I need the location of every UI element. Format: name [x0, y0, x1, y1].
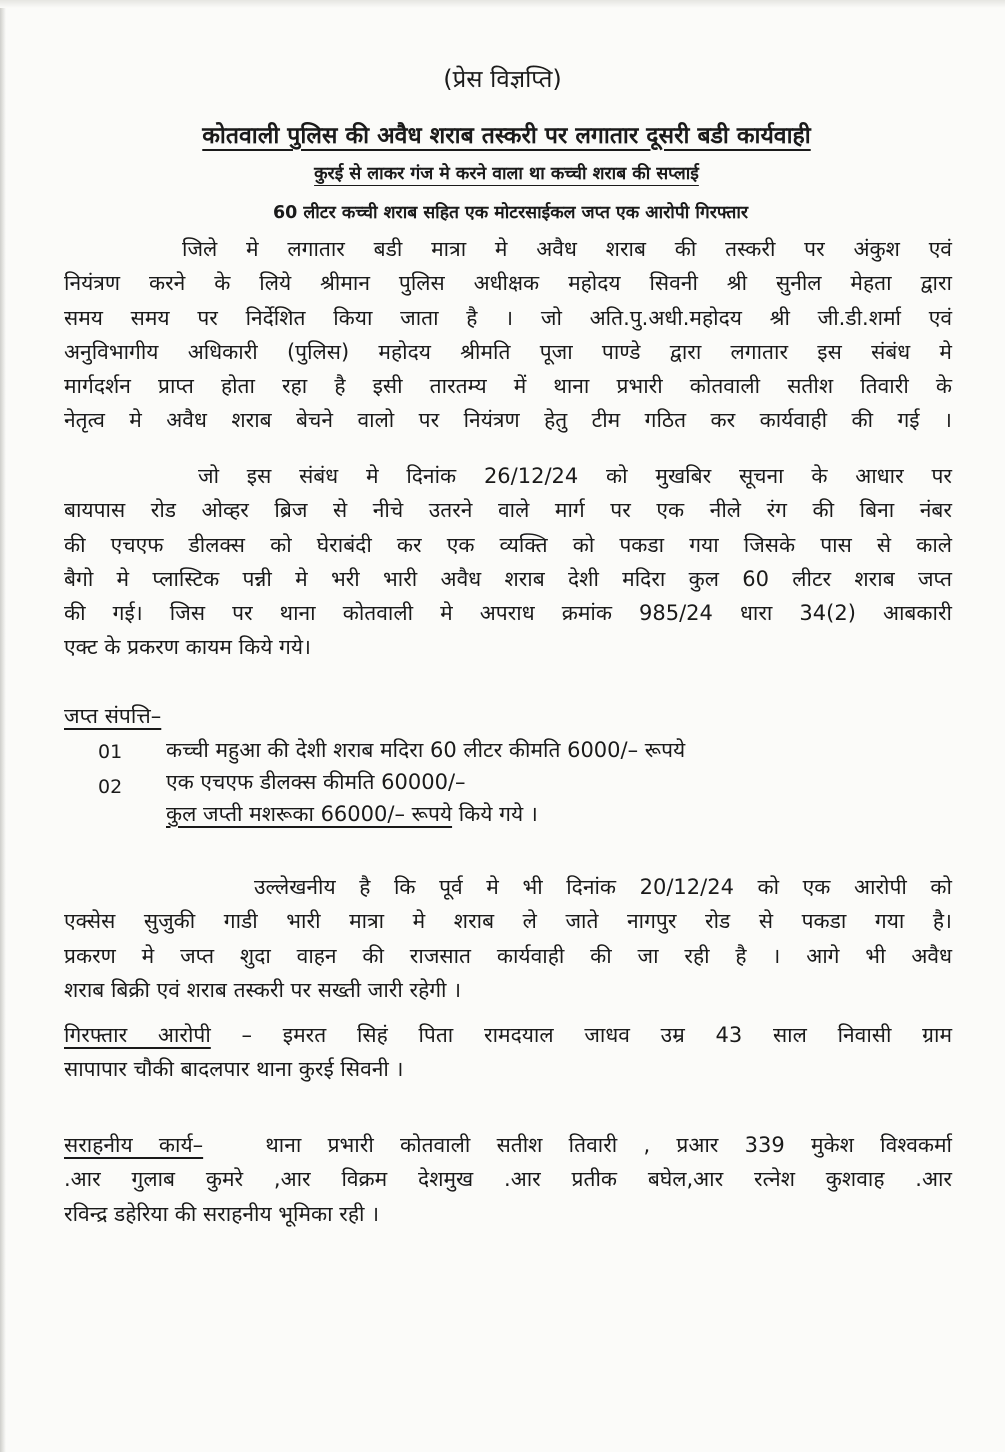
press-release-label — [0, 62, 1005, 95]
paragraph-line: नियंत्रण करने के लिये श्रीमान पुलिस अधीक्षक महोदय सिवनी श्री सुनील मेहता द्वारा — [64, 271, 952, 296]
page-edge-shadow — [0, 0, 6, 1452]
arrested-details: – इमरत सिहं पिता रामदयाल जाधव उम्र 43 साल निवासी ग्राम — [210, 1023, 953, 1047]
commendation-line — [64, 1128, 952, 1162]
paragraph-line: जिले मे लगातार बडी मात्रा मे अवैध शराब की तस्करी पर अंकुश एवं — [182, 237, 952, 261]
paragraph-line: एक्सेस सुजुकी गाडी भारी मात्रा मे शराब ले जाते नागपुर रोड से पकडा गया है। — [64, 909, 952, 934]
commendation-line: रविन्द्र डहेरिया की सराहनीय भूमिका रही । — [64, 1201, 380, 1226]
commendation-label: सराहनीय कार्य– — [64, 1133, 204, 1157]
seized-label-text: जप्त संपत्ति– — [64, 704, 162, 728]
paragraph-line: जो इस संबंध मे दिनांक 26/12/24 को मुखबिर सूचना के आधार पर — [198, 464, 952, 488]
seized-item-text: एक एचएफ डीलक्स कीमति 60000/– — [166, 770, 466, 794]
paragraph-line: उल्लेखनीय है कि पूर्व मे भी दिनांक 20/12/24 को एक आरोपी को — [254, 875, 952, 899]
paragraph-line: अनुविभागीय अधिकारी (पुलिस) महोदय श्रीमति पूजा पाण्डे द्वारा लगातार इस संबंध मे — [64, 339, 952, 364]
arrested-label: गिरफ्तार आरोपी — [64, 1023, 211, 1047]
headline-text: कोतवाली पुलिस की अवैध शराब तस्करी पर लगातार दूसरी बडी कार्यवाही — [202, 123, 811, 149]
press-label-text: (प्रेस विज्ञप्ति) — [443, 65, 562, 93]
commendation-section — [64, 1128, 952, 1231]
paragraph-incident — [64, 459, 952, 665]
paragraph-intro — [64, 232, 952, 438]
seized-total — [166, 800, 538, 828]
seized-property-label — [64, 702, 161, 730]
paragraph-line: की गई। जिस पर थाना कोतवाली मे अपराध क्रमांक 985/24 धारा 34(2) आबकारी — [64, 601, 952, 626]
paragraph-line: की एचएफ डीलक्स को घेराबंदी कर एक व्यक्ति को पकडा गया जिसके पास से काले — [64, 532, 952, 557]
seized-item-text: कच्ची महुआ की देशी शराब मदिरा 60 लीटर कीमति 6000/– रूपये — [166, 738, 686, 762]
subheadline-secondary — [8, 200, 1005, 224]
seized-total-rest: किये गये । — [452, 802, 538, 826]
subheadline-secondary-text: 60 लीटर कच्ची शराब सहित एक मोटरसाईकल जप्त एक आरोपी गिरफ्तार — [272, 203, 749, 223]
seized-item-number: 01 — [98, 741, 123, 763]
subheadline — [4, 161, 1005, 185]
paragraph-line: एक्ट के प्रकरण कायम किये गये। — [64, 635, 312, 660]
paragraph-line: बैगो मे प्लास्टिक पन्नी मे भरी भारी अवैध शराब देशी मदिरा कुल 60 लीटर शराब जप्त — [64, 566, 952, 591]
paragraph-line: मार्गदर्शन प्राप्त होता रहा है इसी तारतम्य में थाना प्रभारी कोतवाली सतीश तिवारी के — [64, 374, 952, 399]
seized-item-number: 02 — [98, 776, 123, 798]
paragraph-previous-case — [64, 870, 952, 1007]
paragraph-line: नेतृत्व मे अवैध शराब बेचने वालो पर नियंत्रण हेतु टीम गठित कर कार्यवाही की गई । — [64, 408, 952, 433]
paragraph-line: प्रकरण मे जप्त शुदा वाहन की राजसात कार्यवाही की जा रही है । आगे भी अवैध — [64, 943, 952, 968]
paragraph-line: बायपास रोड ओव्हर ब्रिज से नीचे उतरने वाले मार्ग पर एक नीले रंग की बिना नंबर — [64, 498, 952, 523]
arrested-line — [64, 1018, 952, 1052]
arrested-address: सापापार चौकी बादलपार थाना कुरई सिवनी । — [64, 1057, 404, 1082]
subheadline-text: कुरई से लाकर गंज मे करने वाला था कच्ची शराब की सप्लाई — [314, 164, 699, 184]
page-top-edge — [0, 0, 1005, 8]
arrested-accused-section — [64, 1018, 952, 1087]
paragraph-line: समय समय पर निर्देशित किया जाता है । जो अति.पु.अधी.महोदय श्री जी.डी.शर्मा एवं — [64, 305, 952, 330]
commendation-names: थाना प्रभारी कोतवाली सतीश तिवारी , प्रआर 339 मुकेश विश्वकर्मा — [265, 1133, 952, 1157]
seized-total-amount: कुल जप्ती मशरूका 66000/– रूपये — [166, 802, 453, 826]
commendation-line: .आर गुलाब कुमरे ,आर विक्रम देशमुख .आर प्रतीक बघेल,आर रत्नेश कुशवाह .आर — [64, 1167, 952, 1192]
headline — [4, 118, 1005, 150]
paragraph-line: शराब बिक्री एवं शराब तस्करी पर सख्ती जारी रहेगी । — [64, 977, 462, 1002]
